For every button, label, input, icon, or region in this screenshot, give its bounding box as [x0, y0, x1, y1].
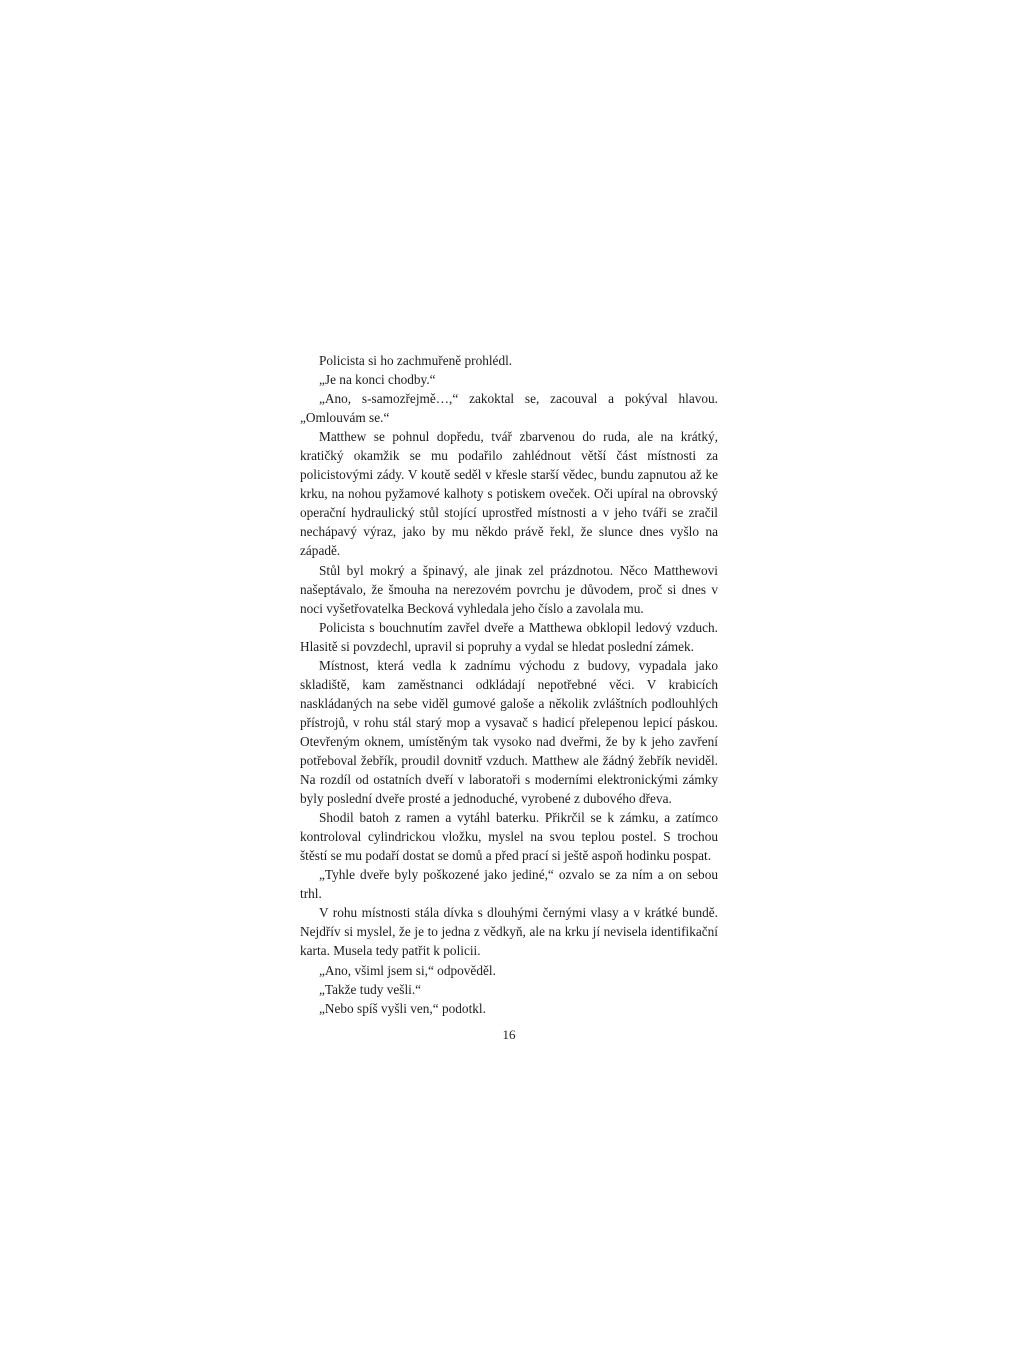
- paragraph: „Takže tudy vešli.“: [319, 981, 422, 997]
- body-text: [300, 351, 718, 1018]
- paragraph: Policista si ho zachmuřeně prohlédl.: [319, 353, 513, 368]
- page-number: 16: [502, 1027, 516, 1042]
- paragraph: Shodil batoh z ramen a vytáhl baterku. Přikrčil se k zámku, a zatímco kontroloval cylindrickou vložku, myslel na svou teplou postel. S trochou štěstí se mu podaří dostat se domů a před prací si ještě aspoň hodinku pospat.: [300, 810, 718, 864]
- paragraph: Stůl byl mokrý a špinavý, ale jinak zel prázdnotou. Něco Matthewovi našeptávalo, že šmouha na nerezovém povrchu je důvodem, proč si dnes v noci vyšetřovatelka Becková vyhledala jeho číslo a zavolala mu.: [300, 562, 718, 616]
- paragraph: „Ano, s-samozřejmě…,“ zakoktal se, zacouval a pokýval hlavou. „Omlouvám se.“: [300, 391, 718, 426]
- paragraph: „Nebo spíš vyšli ven,“ podotkl.: [319, 1000, 486, 1016]
- paragraph: „Ano, všiml jsem si,“ odpověděl.: [319, 962, 496, 978]
- paragraph: Místnost, která vedla k zadnímu východu z budovy, vypadala jako skladiště, kam zaměstnanci odkládají nepotřebné věci. V krabicích naskládaných na sebe viděl gumové galoše a několik zvláštních podlouhlých přístrojů, v rohu stál starý mop a vysavač s hadicí přelepenou lepicí páskou. Otevřeným oknem, umístěným tak vysoko nad dveřmi, že by k jeho zavření potřeboval žebřík, proudil dovnitř vzduch. Matthew ale žádný žebřík neviděl. Na rozdíl od ostatních dveří v laboratoři s moderními elektronickými zámky byly poslední dveře prosté a jednoduché, vyrobené z dubového dřeva.: [300, 657, 718, 807]
- paragraph: Policista s bouchnutím zavřel dveře a Matthewa obklopil ledový vzduch. Hlasitě si povzdechl, upravil si popruhy a vydal se hledat poslední zámek.: [300, 619, 718, 654]
- paragraph: „Je na konci chodby.“: [319, 372, 436, 388]
- paragraph: Matthew se pohnul dopředu, tvář zbarvenou do ruda, ale na krátký, kratičký okamžik se mu podařilo zahlédnout větší část místnosti za policistovými zády. V koutě seděl v křesle starší vědec, bundu zapnutou až ke krku, na nohou pyžamové kalhoty s potiskem oveček. Oči upíral na obrovský operační hydraulický stůl stojící uprostřed místnosti a v jeho tváři se zračil nechápavý výraz, jako by mu někdo právě řekl, že slunce dnes vyšlo na západě.: [300, 429, 718, 559]
- paragraph: „Tyhle dveře byly poškozené jako jediné,“ ozvalo se za ním a on sebou trhl.: [300, 867, 718, 902]
- paragraph: V rohu místnosti stála dívka s dlouhými černými vlasy a v krátké bundě. Nejdřív si myslel, že je to jedna z vědkyň, ale na krku jí nevisela identifikační karta. Musela tedy patřit k policii.: [300, 905, 718, 959]
